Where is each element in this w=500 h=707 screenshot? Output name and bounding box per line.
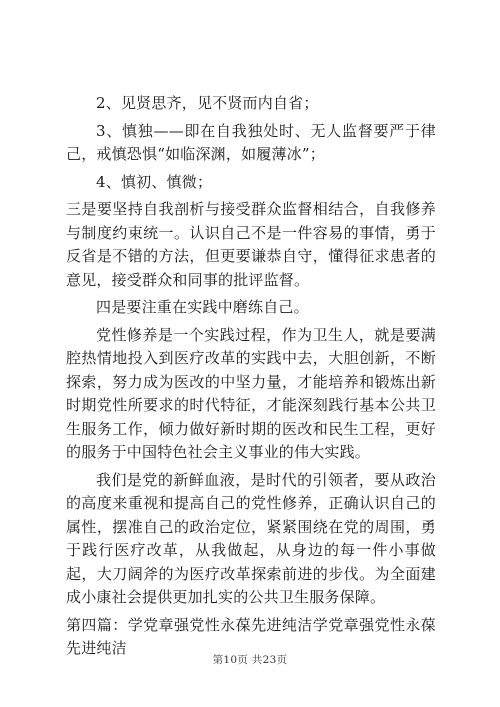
section-heading-part-four: 第四篇：学党章强党性永葆先进纯洁学党章强党性永葆先进纯洁 <box>66 615 436 657</box>
paragraph-self-analysis: 三是要坚持自我剖析与接受群众监督相结合，自我修养与制度约束统一。认识自己不是一件容易的事情，勇于反省是不错的方法，但更要谦恭自守，懂得征求患者的意见，接受群众和同事的批评监督。 <box>66 200 436 289</box>
paragraph-party-cultivation: 党性修养是一个实践过程，作为卫生人，就是要满腔热情地投入到医疗改革的实践中去，大胆创新，不断探索，努力成为医改的中坚力量，才能培养和锻炼出新时期党性所要求的时代特征，才能深刻践行基本公共卫生服务工作，倾力做好新时期的医改和民生工程，更好的服务于中国特色社会主义事业的伟大实践。 <box>66 325 436 461</box>
paragraph-item-2: 2、见贤思齐，见不贤而内自省； <box>96 94 319 112</box>
paragraph-practice: 四是要注重在实践中磨练自己。 <box>96 298 309 316</box>
paragraph-item-3: 3、慎独——即在自我独处时、无人监督要严于律己，戒慎恐惧“如临深渊，如履薄冰”； <box>66 121 436 163</box>
page-number-footer: 第10页 共23页 <box>212 654 288 666</box>
document-body <box>66 92 436 665</box>
paragraph-item-4: 4、慎初、慎微； <box>96 172 213 191</box>
paragraph-new-blood: 我们是党的新鲜血液，是时代的引领者，要从政治的高度来重视和提高自己的党性修养，正确认识自己的属性，摆准自己的政治定位，紧紧围绕在党的周围，勇于践行医疗改革，从我做起，从身边的每一件小事做起，大刀阔斧的为医疗改革探索前进的步伐。为全面建成小康社会提供更加扎实的公共卫生服务保障。 <box>66 470 436 606</box>
